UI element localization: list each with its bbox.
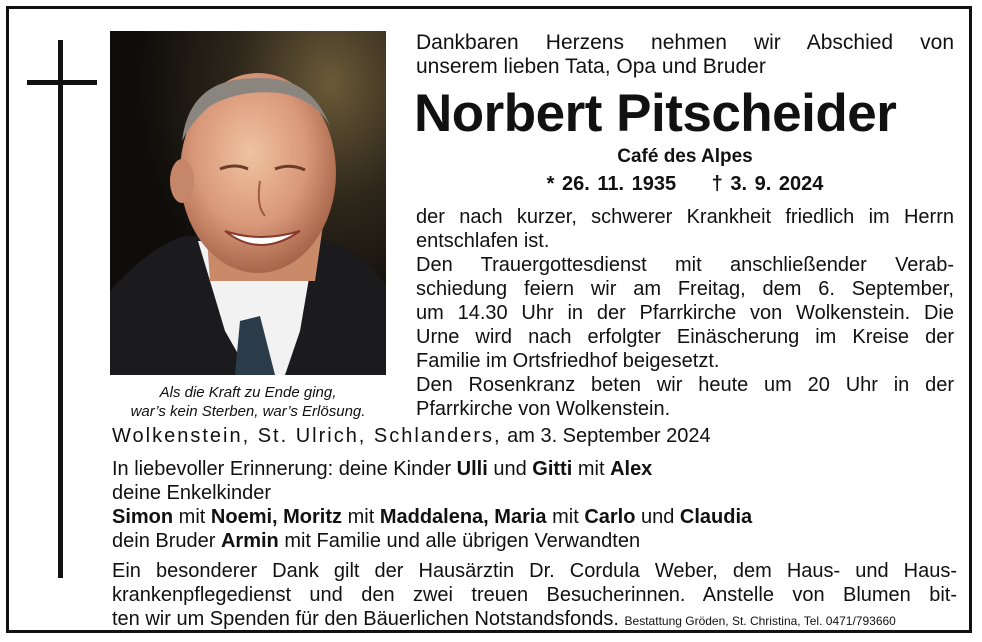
funeral-home: Bestattung Gröden, St. Christina, Tel. 0471/793660	[624, 614, 896, 628]
intro-text	[416, 31, 954, 79]
intro-line: unserem lieben Tata, Opa und Bruder	[416, 55, 766, 78]
text-line	[112, 607, 957, 633]
text: In liebevoller Erinnerung: deine Kinder	[112, 458, 457, 480]
text: mit Familie und alle übrigen Verwandten	[278, 530, 641, 552]
family-line: deine Enkelkinder	[112, 482, 271, 504]
caption-line: Als die Kraft zu Ende ging,	[159, 384, 337, 401]
family-line	[112, 505, 957, 529]
family-line	[112, 529, 957, 553]
child-name: Ulli	[456, 458, 488, 480]
text-line: schiedung feiern wir am Freitag, dem 6. September,	[416, 278, 954, 300]
cross-icon-horizontal	[27, 80, 97, 85]
death-date: † 3. 9. 2024	[711, 173, 824, 195]
text: und	[635, 506, 680, 528]
text-line: krankenpflegedienst und den zwei treuen Besucherinnen. Anstelle von Blumen bit-	[112, 584, 957, 606]
text-line: Familie im Ortsfriedhof beigesetzt.	[416, 350, 720, 372]
photo-caption	[110, 383, 386, 421]
sibling-name: Armin	[220, 530, 279, 552]
grandchild-name: Claudia	[679, 506, 753, 528]
signature-places: Wolkenstein, St. Ulrich, Schlanders,	[112, 425, 502, 447]
life-dates	[416, 173, 954, 196]
intro-line: Dankbaren Herzens nehmen wir Abschied von	[416, 31, 954, 54]
text-line: Urne wird nach erfolgter Einäscherung im Kreise der	[416, 326, 954, 348]
text-line: Pfarrkirche von Wolkenstein.	[416, 398, 671, 420]
grandchild-name: Simon	[112, 506, 174, 528]
partner-name: Alex	[610, 458, 653, 480]
text-line: der nach kurzer, schwerer Krankheit friedlich im Herrn	[416, 206, 954, 228]
child-name: Gitti	[532, 458, 573, 480]
signature-line	[112, 425, 711, 448]
signature-date: am 3. September 2024	[507, 425, 711, 447]
text: mit	[546, 506, 585, 528]
text-line: um 14.30 Uhr in der Pfarrkirche von Wolkenstein. Die	[416, 302, 954, 324]
text-line: Den Trauergottesdienst mit anschließender Verab-	[416, 254, 954, 276]
deceased-name: Norbert Pitscheider	[414, 84, 897, 143]
caption-line: war’s kein Sterben, war’s Erlösung.	[130, 403, 366, 420]
grandchild-name: Maddalena, Maria	[379, 506, 547, 528]
text-line: Den Rosenkranz beten wir heute um 20 Uhr in der	[416, 374, 954, 396]
announcement-text	[416, 205, 954, 421]
text: mit	[342, 506, 380, 528]
subtitle: Café des Alpes	[617, 146, 753, 167]
grandchild-name: Noemi, Moritz	[210, 506, 343, 528]
portrait-photo	[110, 31, 386, 375]
birth-date: * 26. 11. 1935	[546, 173, 677, 195]
grandchild-name: Carlo	[584, 506, 636, 528]
cross-icon-vertical	[58, 40, 63, 578]
family-list	[112, 457, 957, 553]
text: ten wir um Spenden für den Bäuerlichen Notstandsfonds.	[112, 608, 619, 630]
text: mit	[173, 506, 211, 528]
text-line: entschlafen ist.	[416, 230, 550, 252]
text: mit	[572, 458, 611, 480]
family-line	[112, 457, 957, 481]
thanks-text	[112, 559, 957, 633]
text-line: Ein besonderer Dank gilt der Hausärztin Dr. Cordula Weber, dem Haus- und Haus-	[112, 560, 957, 582]
text: und	[487, 458, 533, 480]
text: dein Bruder	[112, 530, 221, 552]
